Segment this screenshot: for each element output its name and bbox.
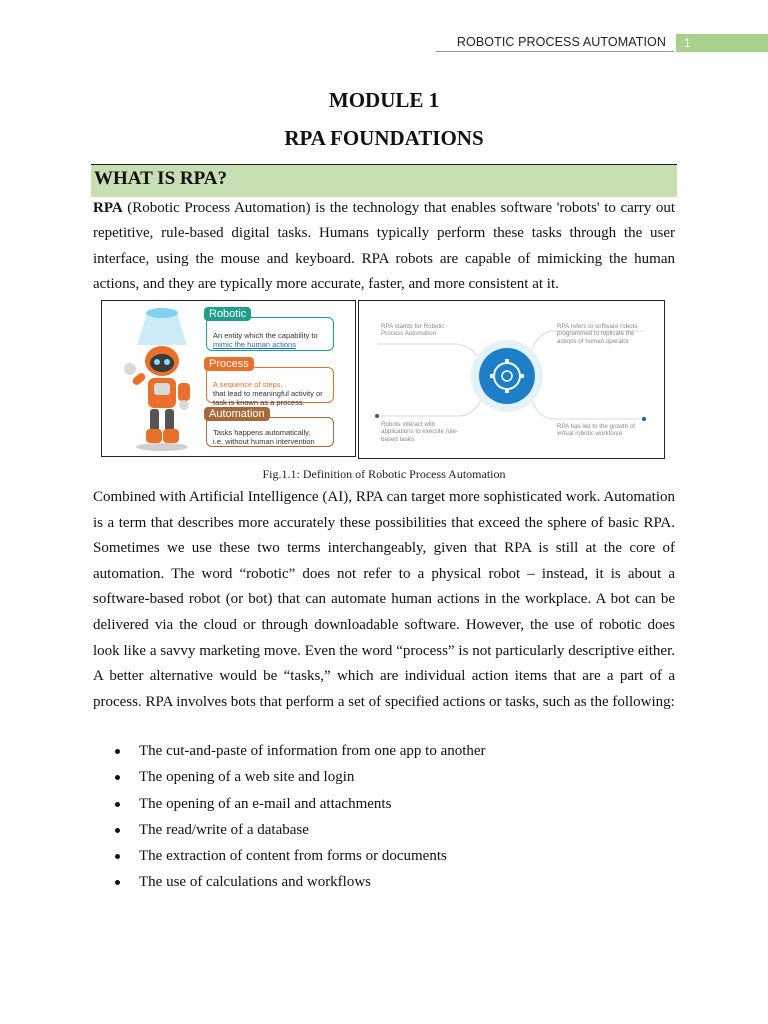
automation-tag: Automation [204, 407, 270, 421]
task-list [115, 738, 486, 896]
bullet-icon [115, 828, 120, 833]
robotic-definition-box [206, 317, 334, 351]
figure-left-panel [101, 300, 356, 457]
process-tag: Process [204, 357, 254, 371]
list-item: The opening of a web site and login [115, 764, 486, 790]
bullet-icon [115, 775, 120, 780]
list-item: The opening of an e-mail and attachments [115, 791, 486, 817]
note-bottom-left: Robots interact with applications to execute rule-based tasks [381, 421, 459, 443]
note-top-right: RPA refers to software robots programmed to replicate the actions of human operator [557, 323, 638, 345]
list-item: The cut-and-paste of information from one app to another [115, 738, 486, 764]
figure [101, 300, 665, 459]
figure-caption: Fig.1.1: Definition of Robotic Process Automation [262, 467, 506, 481]
bullet-icon [115, 802, 120, 807]
note-top-left: RPA stands for Robotic Process Automation [381, 323, 445, 338]
page-header [0, 34, 768, 52]
bullet-icon [115, 749, 120, 754]
intro-bold-term: RPA [93, 200, 123, 216]
robotic-tag: Robotic [204, 307, 251, 321]
process-definition-a: A sequence of steps, [213, 380, 283, 389]
intro-paragraph [93, 196, 675, 297]
list-item: The extraction of content from forms or documents [115, 843, 486, 869]
header-title: ROBOTIC PROCESS AUTOMATION [456, 35, 666, 49]
process-definition-box [206, 367, 334, 407]
automation-definition-b: i.e. without human intervention [213, 437, 315, 446]
header-rule [436, 51, 674, 52]
figure-right-panel [358, 300, 665, 459]
section-heading [91, 164, 677, 197]
list-item: The read/write of a database [115, 817, 486, 843]
page-subtitle: RPA FOUNDATIONS [284, 126, 484, 150]
robot-illustration [112, 303, 212, 457]
process-definition-c: task is known as a process. [213, 398, 305, 407]
list-item: The use of calculations and workflows [115, 869, 486, 895]
section-heading-text: WHAT IS RPA? [94, 168, 228, 189]
bullet-icon [115, 854, 120, 859]
body-paragraph: Combined with Artificial Intelligence (AI), RPA can target more sophisticated work. Automation is a term that describes more accurately these possibilities that exceed the sphere of basic RPA. Sometimes we use these two terms interchangeably, given that RPA is still at the core of automation. The word “robotic” does not refer to a physical robot – instead, it is about a software-based robot (or bot) that can automate human actions in the workplace. A bot can be delivered via the cloud or through downloadable software. However, the use of robotic does look like a savvy marketing move. Even the word “process” is not particularly descriptive either. A better alternative would be “tasks,” which are individual action items that are a part of a process. RPA involves bots that perform a set of specified actions or tasks, such as the following: [93, 489, 675, 710]
page-number-badge: 1 [676, 34, 768, 52]
note-bottom-right: RPA has led to the growth of virtual robotic workforce [557, 423, 635, 438]
module-title: MODULE 1 [328, 88, 440, 112]
automation-definition-box [206, 417, 334, 447]
robotic-definition-b: mimic the human actions [213, 340, 296, 349]
automation-definition-a: Tasks happens automatically, [213, 428, 311, 437]
intro-text: (Robotic Process Automation) is the technology that enables software 'robots' to carry out repetitive, rule-based digital tasks. Humans typically perform these tasks through the user interface, using the mouse and keyboard. RPA robots are capable of mimicking the human actions, and they are typically more accurate, faster, and more consistent at it. [93, 200, 675, 292]
robotic-definition-a: An entity which the capability to [213, 331, 318, 340]
process-definition-b: that lead to meaningful activity or [213, 389, 323, 398]
bullet-icon [115, 880, 120, 885]
